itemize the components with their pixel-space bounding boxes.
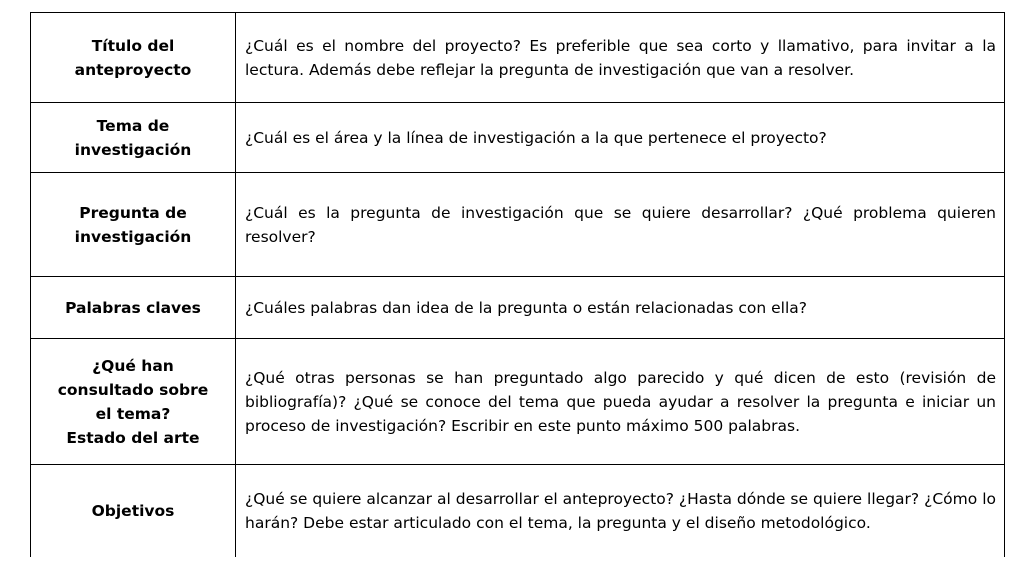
- row-label-palabras: [31, 277, 236, 339]
- row-description-palabras: ¿Cuáles palabras dan idea de la pregunta o están relacionadas con ella?: [236, 277, 1005, 339]
- label-line: Título del: [91, 36, 175, 55]
- row-label-titulo: [31, 13, 236, 103]
- row-label-estado-arte: [31, 339, 236, 465]
- label-line: anteproyecto: [74, 60, 192, 79]
- label-line: el tema?: [95, 404, 171, 423]
- row-description-pregunta: ¿Cuál es la pregunta de investigación que se quiere desarrollar? ¿Qué problema quieren resolver?: [236, 173, 1005, 277]
- label-line: Pregunta de: [79, 203, 187, 222]
- row-label-objetivos: [31, 465, 236, 557]
- label-line: investigación: [74, 227, 192, 246]
- row-label-pregunta: [31, 173, 236, 277]
- label-line: Estado del arte: [66, 428, 200, 447]
- row-description-titulo: ¿Cuál es el nombre del proyecto? Es preferible que sea corto y llamativo, para invitar a la lectura. Además debe reflejar la pregunta de investigación que van a resolver.: [236, 13, 1005, 103]
- row-description-tema: ¿Cuál es el área y la línea de investigación a la que pertenece el proyecto?: [236, 103, 1005, 173]
- label-line: ¿Qué han: [92, 356, 174, 375]
- row-description-objetivos: ¿Qué se quiere alcanzar al desarrollar el anteproyecto? ¿Hasta dónde se quiere llegar? ¿Cómo lo harán? Debe estar articulado con el tema, la pregunta y el diseño metodológico.: [236, 465, 1005, 557]
- row-description-estado-arte: ¿Qué otras personas se han preguntado algo parecido y qué dicen de esto (revisión de bibliografía)? ¿Qué se conoce del tema que pueda ayudar a resolver la pregunta e iniciar un proceso de investigación? Escribir en este punto máximo 500 palabras.: [236, 339, 1005, 465]
- table-row: [31, 173, 1005, 277]
- row-label-tema: [31, 103, 236, 173]
- project-outline-table: [30, 12, 1005, 557]
- label-line: investigación: [74, 140, 192, 159]
- table-row: [31, 13, 1005, 103]
- table-row: [31, 465, 1005, 557]
- label-line: consultado sobre: [57, 380, 209, 399]
- table-row: [31, 103, 1005, 173]
- table-row: [31, 339, 1005, 465]
- table-row: [31, 277, 1005, 339]
- label-line: Objetivos: [91, 501, 175, 520]
- label-line: Palabras claves: [65, 298, 201, 317]
- label-line: Tema de: [96, 116, 170, 135]
